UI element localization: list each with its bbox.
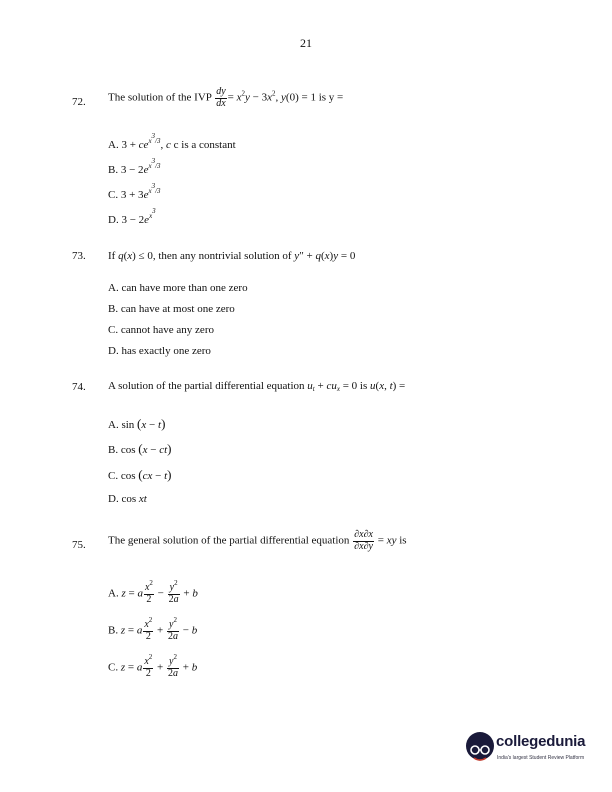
question-75-text: The general solution of the partial differential equation $\frac{\partial x\partial x}{\partial x\partial y}$ = xy is bbox=[108, 529, 407, 552]
question-75-option-c: C. z = a $\frac{x^2}{2}$ + $\frac{y^2}{2a}$ + b bbox=[108, 653, 198, 679]
question-75-option-b: B. z = a $\frac{x^2}{2}$ + $\frac{y^2}{2a}$ − b bbox=[108, 616, 198, 642]
question-72-option-c: C. $3 + 3e^{x^3/3}$ bbox=[108, 182, 161, 201]
question-72-option-b: B. $3 - 2e^{x^3/3}$ bbox=[108, 157, 161, 176]
question-73-option-d: D. has exactly one zero bbox=[108, 345, 211, 357]
collegedunia-logo-text: collegedunia bbox=[496, 733, 586, 750]
question-73-text: If q(x) ≤ 0, then any nontrivial solution of y″ + q(x)y = 0 bbox=[108, 250, 356, 262]
question-73-option-a: A. can have more than one zero bbox=[108, 282, 248, 294]
question-73-number: 73. bbox=[72, 250, 86, 262]
question-72-text: The solution of the IVP $\frac{dy}{dx}$ = $x^2y - 3x^2$, y(0) = 1 is y = bbox=[108, 86, 344, 109]
question-73-option-c: C. cannot have any zero bbox=[108, 324, 214, 336]
question-72-option-d: D. $3 - 2e^{x^3}$ bbox=[108, 207, 156, 226]
dy-dx-fraction: $\frac{dy}{dx}$ bbox=[216, 86, 226, 109]
question-74-number: 74. bbox=[72, 381, 86, 393]
question-72-option-a: A. $3 + ce^{x^3/3}$, c c is a constant bbox=[108, 132, 236, 151]
question-74-text: A solution of the partial differential equation $u_t + cu_x = 0$ is u(x, t) = bbox=[108, 380, 406, 393]
question-72-suffix: is y = bbox=[318, 91, 344, 104]
question-74-option-c: C. cos (cx − t) bbox=[108, 467, 172, 482]
question-72-prefix: The solution of the IVP bbox=[108, 91, 212, 104]
page-number: 21 bbox=[300, 36, 312, 50]
question-74-option-b: B. cos (x − ct) bbox=[108, 441, 172, 456]
pde-fraction: $\frac{\partial x\partial x}{\partial x\partial y}$ bbox=[354, 529, 373, 552]
question-72-number: 72. bbox=[72, 96, 86, 108]
question-75-number: 75. bbox=[72, 539, 86, 551]
collegedunia-tagline: India's largest Student Review Platform bbox=[497, 755, 585, 761]
question-74-option-a: A. sin (x − t) bbox=[108, 416, 166, 431]
question-74-option-d: D. cos xt bbox=[108, 493, 147, 505]
question-75-option-a: A. z = a $\frac{x^2}{2}$ − $\frac{y^2}{2a}$ + b bbox=[108, 579, 198, 605]
question-73-option-b: B. can have at most one zero bbox=[108, 303, 235, 315]
